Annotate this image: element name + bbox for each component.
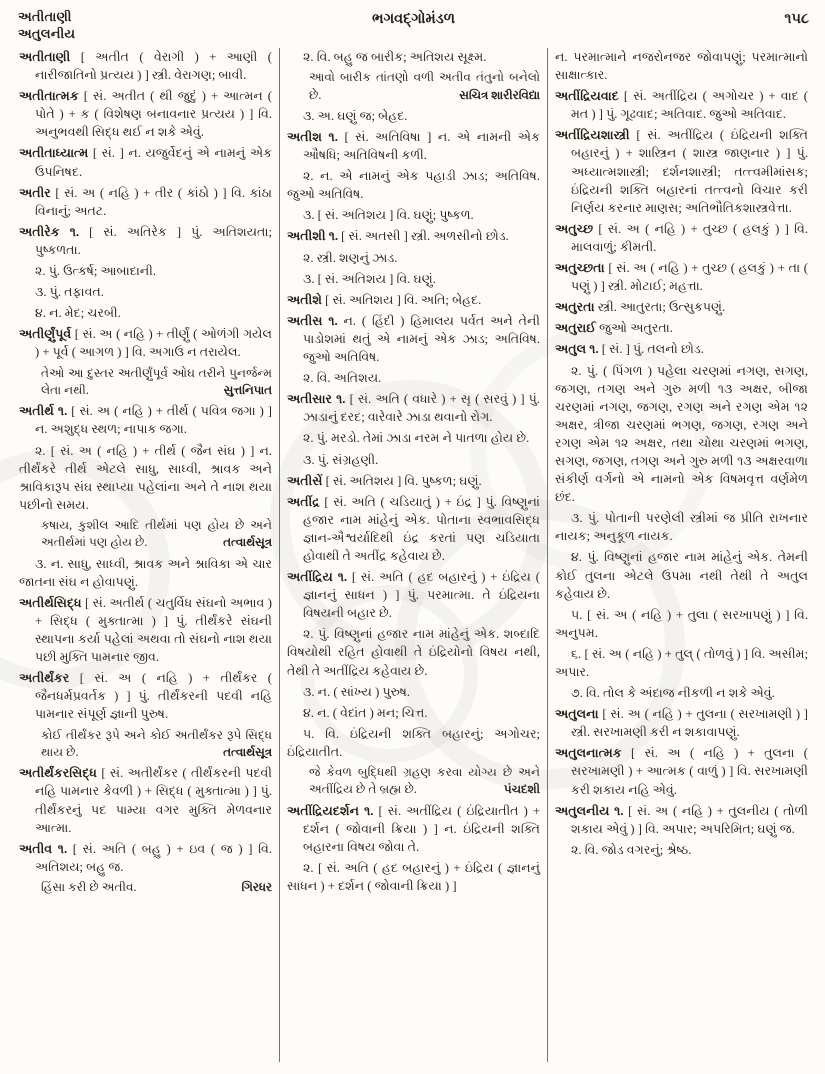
- page-header: [0, 0, 825, 44]
- quote-source: ગિરધર: [241, 879, 272, 894]
- sense-item: ૩. પું. તફાવત.: [35, 285, 104, 300]
- dictionary-entry: અતીસેં [ સં. અતિશય ] વિ. પુષ્કળ; ઘણું.: [287, 473, 482, 488]
- quote-block: જે કેવળ બુદ્ધિથી ગ્રહણ કરવા યોગ્ય છે અને અતીંદ્રિય છે તે બ્રહ્મ છે. પંચદશી: [287, 764, 540, 799]
- dictionary-entry: અતીસ ૧. ન. ( હિંદી ) હિમાલય પર્વત અને તેની પાડોશમાં થતું એ નામનું એક ઝાડ; અતિવિષ. જુઓ અતિવિષ.: [287, 313, 540, 365]
- sense-item: ૨. ન. એ નામનું એક પહાડી ઝાડ; અતિવિષ. જુઓ અતિવિષ.: [287, 169, 540, 202]
- sense-item: ૨. વિ. બહુ જ બારીક; અતિશય સૂક્ષ્મ.: [303, 50, 487, 64]
- sense-item: ૩. [ સં. અતિશય ] વિ. ઘણું.: [303, 271, 436, 286]
- dictionary-entry: અતુચ્છતા [ સં. અ ( નહિ ) + તુચ્છ ( હલકું ) + તા ( પણું ) ] સ્ત્રી. મોટાઈ; મહત્તા.: [555, 261, 808, 294]
- page-title: ભગવદ્ગોમંડળ: [371, 11, 456, 27]
- dictionary-entry: અતીંદ્રિયદર્શન ૧. [ સં. અતીંદ્રિય ( ઇંદ્રિયાતીત ) + દર્શન ( જોવાની ક્રિયા ) ] ન. ઇંદ્રિયની શક્તિ બહારના વિષય જોવા તે.: [287, 803, 540, 854]
- quote-source: પંચદશી: [503, 782, 540, 797]
- sense-item: ૨. પું. વિષ્ણુનાં હજાર નામ માંહેનું એક. શબ્દાદિ વિષયોથી રહિત હોવાથી તે ઇંદ્રિયોનો વિષય નથી, તેથી તે અતીંદ્રિય કહેવાય છે.: [287, 627, 540, 678]
- dictionary-entry: અતીશ ૧. [ સં. અતિવિષા ] ન. એ નામની એક ઔષધિ; અતિવિષની કળી.: [287, 130, 540, 163]
- dictionary-entry: અતીતાત્મક [ સં. અતીત ( થી જુદું ) + આત્મન ( પોતે ) + ક ( વિશેષણ બનાવનાર પ્રત્યય ) ] વિ. અનુભવથી સિદ્ધ થઈ ન શકે એવું.: [19, 89, 272, 140]
- headword: અતીંદ્રિયશાસ્ત્રી: [555, 128, 637, 143]
- dictionary-entry: અતીરેક ૧. [ સં. અતિરેક ] પું. અતિશયતા; પુષ્કળતા.: [19, 224, 272, 257]
- quote-block: આવો બારીક તાંતણો વળી અતીવ તંતુનો બનેલો છે. સચિત્ર શારીરવિદ્યા: [287, 69, 540, 104]
- quote-block: કોઈ તીર્થંકર રૂપે અને કોઈ અતીર્થંકર રૂપે સિદ્ધ થાય છે. તત્વાર્થસૂત્ર: [19, 727, 272, 762]
- headword: અતીસ ૧.: [287, 313, 344, 328]
- entry-continuation: ન. પરમાત્માને નજરોનજર જોવાપણું; પરમાત્માનો સાક્ષાત્કાર.: [555, 50, 808, 83]
- headword: અતીર્થ ૧.: [19, 404, 72, 419]
- sense-item: ૬. [ સં. અ ( નહિ ) + તુલ્ ( તોળવું ) ] વિ. અસીમ; અપાર.: [555, 646, 808, 679]
- sense-item: ૩. પું. પોતાની પરણેલી સ્ત્રીમાં જ પ્રીતિ રાખનાર નાયક; અનુકૂળ નાયક.: [555, 511, 808, 544]
- sense-item: ૭. વિ. તોલ કે અંદાજ નીકળી ન શકે એવું.: [571, 686, 775, 701]
- quote-source: તત્વાર્થસૂત્ર: [223, 535, 272, 550]
- sense-item: ૨. પું. મરડો. તેમાં ઝાડા નરમ ને પાતળા હોય છે.: [303, 431, 530, 446]
- sense-item: ૨. [ સં. અતિ ( હદ બહારનું ) + ઇંદ્રિય ( જ્ઞાનનું સાધન ) + દર્શન ( જોવાની ક્રિયા ) ]: [287, 861, 540, 894]
- dictionary-entry: અતુચ્છ [ સં. અ ( નહિ ) + તુચ્છ ( હલકું ) ] વિ. માલવાળું; કીમતી.: [555, 221, 808, 254]
- dictionary-entry: અતીર્થંકર [ સં. અ ( નહિ ) + તીર્થંકર ( જૈનધર્મપ્રવર્તક ) ] પું. તીર્થંકરની પદવી નહિ પામનાર સંપૂર્ણ જ્ઞાની પુરુષ.: [19, 671, 272, 722]
- dictionary-entry: અતીર્ણુંપૂર્વ [ સં. અ ( નહિ ) + તીર્ણું ( ઓળંગી ગયેલ ) + પૂર્વ ( આગળ ) ] વિ. અગાઉ ન તરાયેલ.: [19, 327, 273, 360]
- sense-item: ૩. પું. સંગ્રહણી.: [303, 452, 379, 467]
- sense-item: ૨. [ સં. અ ( નહિ ) + તીર્થ ( જૈન સંઘ ) ] ન. તીર્થંકરે તીર્થ એટલે સાધુ, સાધ્વી, શ્રાવક અને શ્રાવિકારૂપ સંઘ સ્થાપ્યા પહેલાંના અને તે નાશ થયા પછીનો સમય.: [19, 443, 272, 512]
- headword: અતીતાણી: [19, 50, 81, 64]
- sense-item: ૪. ન. ( વેદાંત ) મન; ચિત્ત.: [303, 705, 428, 720]
- headword: અતીર: [19, 185, 56, 200]
- headword: અતીંદ્ર: [287, 494, 325, 509]
- sense-item: ૨. પું. ( પિંગળ ) પહેલા ચરણમાં નગણ, સગણ, જગણ, તગણ અને ગુરુ મળી ૧૩ અક્ષર, બીજા ચરણમાં નગણ, જગણ, રગણ અને રગણ એમ ૧૨ અક્ષર, ત્રીજા ચરણમાં ભગણ, જગણ, રગણ અને રગણ એમ ૧૨ અક્ષર, તથા ચોથા ચરણમાં ભગણ, સગણ, જગણ, તગણ અને ગુરુ મળી ૧૩ અક્ષરવાળા સંકીર્ણ વર્ગનો એ નામનો એક વિષમવૃત્ત વર્ણમેળ છંદ.: [555, 363, 808, 505]
- headword: અતીશે: [287, 292, 326, 307]
- dictionary-entry: અતીસાર ૧. [ સં. અતિ ( વધારે ) + સૃ ( સરવું ) ] પું. ઝાડાનું દરદ; વારેવારે ઝાડા થવાનો રોગ.: [287, 392, 540, 425]
- sense-item: ૩. [ સં. અતિશય ] વિ. ઘણું; પુષ્કળ.: [303, 208, 474, 223]
- sense-item: ૨. વિ. અતિશય.: [303, 371, 382, 386]
- sense-item: ૨. વિ. જોડ વગરનું; શ્રેષ્ઠ.: [571, 842, 692, 857]
- quote-source: તત્વાર્થસૂત્ર: [223, 744, 272, 759]
- dictionary-entry: અતીર્થંકરસિદ્ધ [ સં. અતીર્થંકર ( તીર્થંકરની પદવી નહિ પામનાર કેવળી ) + સિદ્ધ ( મુક્તાત્મા ) ] પું. તીર્થંકરનું પદ પામ્યા વગર મુક્તિ મેળવનાર આત્મા.: [19, 766, 273, 835]
- column-2: [279, 48, 547, 1062]
- headword: અતુલનીય ૧.: [555, 803, 629, 818]
- headword: અતીર્થસિદ્ધ: [19, 595, 86, 610]
- headword: અતુલનાત્મક: [555, 746, 632, 761]
- headword: અતીવ ૧.: [19, 841, 73, 856]
- headword: અતીશ ૧.: [287, 130, 345, 144]
- dictionary-entry: અતુલનાત્મક [ સં. અ ( નહિ ) + તુલના ( સરખામણી ) + આત્મક ( વાળું ) ] વિ. સરખામણી કરી શકાય નહિ એવું.: [555, 746, 808, 797]
- dictionary-entry: અતીંદ્રિયવાદ [ સં. અતીંદ્રિય ( અગોચર ) + વાદ ( મત ) ] પું. ગૂઢવાદ; અતિવાદ. જુઓ અતિવાદ.: [555, 89, 808, 122]
- headword: અતુચ્છતા: [555, 261, 609, 276]
- sense-item: ૩. અ. ઘણું જ; બેહદ.: [303, 108, 408, 123]
- dictionary-entry: અતીર્થ ૧. [ સં. અ ( નહિ ) + તીર્થ ( પવિત્ર જગા ) ] ન. અશુદ્ધ સ્થળ; નાપાક જગા.: [19, 404, 273, 437]
- headword: અતીંદ્રિયવાદ: [555, 89, 624, 104]
- dictionary-entry: અતીશી ૧. [ સં. અતસી ] સ્ત્રી. અળસીનો છોડ.: [287, 229, 509, 244]
- headword: અતુલના: [555, 707, 603, 722]
- dictionary-entry: અતીવ ૧. [ સં. અતિ ( બહુ ) + ઇવ ( જ ) ] વિ. અતિશય; બહુ જ.: [19, 841, 272, 874]
- guide-word-top: અતીતાણી: [18, 9, 72, 24]
- dictionary-entry: અતુરતા સ્ત્રી. આતુરતા; ઉત્સુકપણું.: [555, 300, 726, 315]
- headword: અતુચ્છ: [555, 221, 599, 236]
- headword: અતીતાધ્યાત્મ: [19, 146, 93, 161]
- dictionary-entry: અતુલનીય ૧. [ સં. અ ( નહિ ) + તુલનીય ( તોળી શકાય એવું ) ] વિ. અપાર; અપરિમિત; ઘણું જ.: [555, 803, 809, 836]
- quote-block: હિંસા કરી છે અતીવ. ગિરધર: [19, 879, 272, 896]
- sense-item: ૫. [ સં. અ ( નહિ ) + તુલા ( સરખાપણું ) ] વિ. અનુપમ.: [555, 607, 808, 640]
- quote-source: સુત્તનિપાત: [223, 382, 272, 397]
- dictionary-entry: અતીંદ્ર [ સં. અતિ ( ચડિયાતું ) + ઇંદ્ર ] પું. વિષ્ણુનાં હજાર નામ માંહેનું એક. પોતાના સ્વભાવસિદ્ધ જ્ઞાન-ઐશ્વર્યાદિથી ઇંદ્ર કરતાં પણ ચડિયાતા હોવાથી તે અતીંદ્ર કહેવાય છે.: [287, 494, 540, 563]
- column-3: [547, 48, 815, 1062]
- headword: અતીશી ૧.: [287, 229, 342, 244]
- dictionary-entry: અતીર [ સં. અ ( નહિ ) + તીર ( કાંઠો ) ] વિ. કાંઠા વિનાનું; અતટ.: [19, 185, 272, 218]
- page-number: ૧૫૮: [784, 11, 809, 27]
- headword: અતુરાઈ: [555, 321, 600, 336]
- dictionary-entry: અતીર્થસિદ્ધ [ સં. અતીર્થ ( ચતુર્વિધ સંઘનો અભાવ ) + સિદ્ધ ( મુક્તાત્મા ) ] પું. તીર્થંકરે સંઘની સ્થાપના કર્યા પહેલાં અથવા તો સંઘનો નાશ થયા પછી મુક્તિ પામનાર જીવ.: [19, 595, 272, 665]
- headword: અતીર્ણુંપૂર્વ: [19, 327, 75, 342]
- headword: અતુલ ૧.: [555, 342, 602, 357]
- text-columns: [0, 44, 825, 1062]
- headword: અતીંદ્રિયદર્શન ૧.: [287, 803, 379, 818]
- headword: અતીર્થંકરસિદ્ધ: [19, 766, 102, 781]
- headword: અતીતાત્મક: [19, 89, 84, 104]
- sense-item: ૪. ન. મેદ; ચરબી.: [35, 306, 121, 321]
- column-1: [12, 48, 279, 1062]
- quote-block: કષાય, કુશીલ આદિ તીર્થમાં પણ હોય છે અને અતીર્થમાં પણ હોય છે. તત્વાર્થસૂત્ર: [19, 517, 272, 552]
- sense-item: ૩. ન. ( સાંખ્ય ) પુરુષ.: [303, 684, 411, 699]
- headword: અતીર્થંકર: [19, 671, 80, 686]
- sense-item: ૨. સ્ત્રી. શણનું ઝાડ.: [303, 250, 398, 265]
- guide-words: [18, 8, 228, 42]
- headword: અતીસાર ૧.: [287, 392, 350, 407]
- headword: અતીંદ્રિય ૧.: [287, 570, 352, 585]
- dictionary-entry: અતુલના [ સં. અ ( નહિ ) + તુલના ( સરખામણી ) ] સ્ત્રી. સરખામણી કરી ન શકાવાપણું.: [555, 707, 808, 740]
- headword: અતુરતા: [555, 300, 598, 315]
- headword: અતીસેં: [287, 473, 326, 488]
- quote-block: તેઓ આ દુસ્તર અતીર્ણુંપૂર્વ ઓઘ તરીને પુનર્જન્મ લેતા નથી. સુત્તનિપાત: [19, 365, 272, 400]
- dictionary-entry: અતીતાણી [ અતીત ( વેરાગી ) + આણી ( નારીજાતિનો પ્રત્યય ) ] સ્ત્રી. વેરાગણ; બાવી.: [19, 50, 272, 83]
- dictionary-entry: અતીંદ્રિય ૧. [ સં. અતિ ( હદ બહારનું ) + ઇંદ્રિય ( જ્ઞાનનું સાધન ) ] પું. પરમાત્મા. તે ઇંદ્રિયના વિષયની બહાર છે.: [287, 570, 540, 621]
- dictionary-entry: અતીંદ્રિયશાસ્ત્રી [ સં. અતીંદ્રિય ( ઇંદ્રિયની શક્તિ બહારનું ) + શાસ્ત્રિન ( શાસ્ત્ર જાણનાર ) ] પું. અધ્યાત્મશાસ્ત્રી; દર્શનશાસ્ત્રી; તત્ત્વમીમાંસક; ઇંદ્રિયની શક્તિ બહારનાં તત્ત્વનો વિચાર કરી નિર્ણય કરનાર માણસ; અતિભૌતિકશાસ્ત્રવેત્તા.: [555, 128, 808, 215]
- sense-item: ૩. ન. સાધુ, સાધ્વી, શ્રાવક અને શ્રાવિકા એ ચાર જાતના સંઘ ન હોવાપણું.: [19, 556, 272, 589]
- dictionary-entry: અતીશે [ સં. અતિશય ] વિ. અતિ; બેહદ.: [287, 292, 482, 307]
- sense-item: ૪. પું. વિષ્ણુનાં હજાર નામ માંહેનું એક. તેમની કોઈ તુલના એટલે ઉપમા નથી તેથી તે અતુલ કહેવાય છે.: [555, 550, 808, 601]
- sense-item: ૨. પું. ઉત્કર્ષ; આબાદાની.: [35, 264, 156, 279]
- guide-word-bottom: અતુલનીય: [18, 26, 76, 41]
- sense-item: ૫. વિ. ઇંદ્રિયની શક્તિ બહારનું; અગોચર; ઇંદ્રિયાતીત.: [287, 726, 540, 759]
- dictionary-entry: અતુરાઈ જુઓ અતુરતા.: [555, 321, 673, 336]
- dictionary-entry: અતુલ ૧. [ સં. ] પું. તલનો છોડ.: [555, 342, 704, 357]
- dictionary-entry: અતીતાધ્યાત્મ [ સં. ] ન. યજુર્વેદનું એ નામનું એક ઉપનિષદ.: [19, 146, 272, 179]
- headword: અતીરેક ૧.: [19, 224, 90, 239]
- quote-source: સચિત્ર શારીરવિદ્યા: [459, 87, 540, 102]
